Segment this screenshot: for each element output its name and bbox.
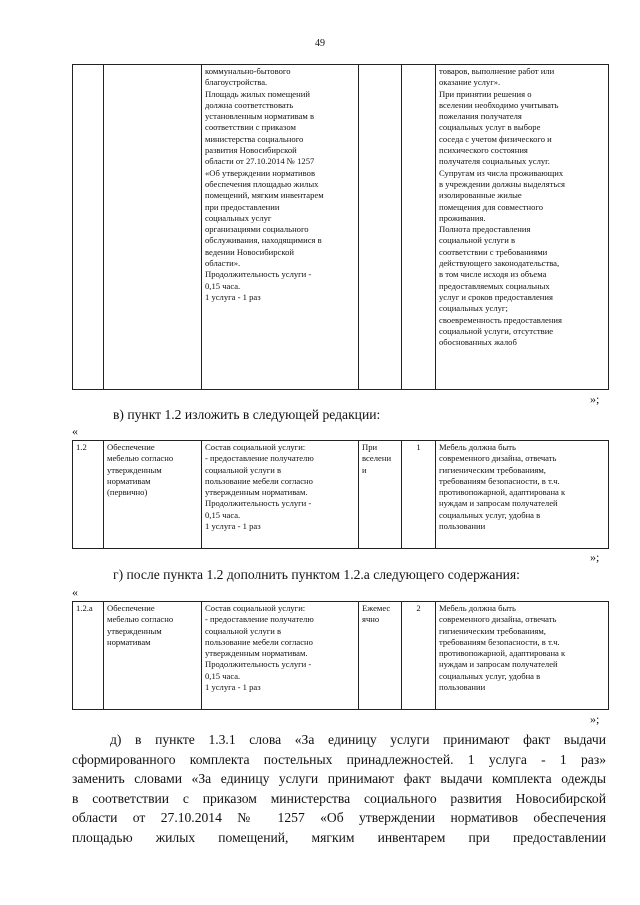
cell-num (73, 65, 104, 390)
cell-name (104, 441, 202, 549)
cell-line: требованиям безопасности, в т.ч. (439, 636, 560, 647)
cell-line: области». (205, 258, 241, 269)
cell-line: социальных услуг в выборе (439, 122, 541, 133)
paragraph-line: площадью жилых помещений, мягким инвентарем при предоставлении (72, 829, 606, 845)
cell-content (202, 441, 359, 549)
cell-line: при предоставлении (205, 201, 280, 212)
cell-line: Полнота предоставления (439, 224, 531, 235)
cell-line: пользование мебели согласно (205, 636, 313, 647)
cell-line: - предоставление получателю (205, 614, 314, 625)
cell-line: 0,15 часа. (205, 509, 241, 520)
paragraph-line: д) в пункте 1.3.1 слова «За единицу услуги принимают факт выдачи (110, 732, 606, 747)
cell-line: коммунально-бытового (205, 66, 291, 76)
cell-line: 1 услуга - 1 раз (205, 521, 261, 532)
cell-line: организациями социального (205, 224, 309, 235)
cell-line: социальных услуг (205, 212, 272, 223)
cell-line: гигиеническим требованиям, (439, 625, 546, 636)
cell-line: изолированные жилые (439, 190, 522, 201)
cell-line: 1 услуга - 1 раз (205, 682, 261, 693)
cell-line: Площадь жилых помещений (205, 88, 310, 99)
cell-qty (402, 65, 436, 390)
cell-line: обеспечения площадью жилых (205, 178, 319, 189)
cell-period (359, 65, 402, 390)
cell-line: Мебель должна быть (439, 603, 516, 613)
cell-line: утвержденным нормативам. (205, 648, 308, 659)
cell-line: установленным нормативам в (205, 111, 315, 122)
cell-quality (436, 441, 609, 549)
cell-line: Мебель должна быть (439, 442, 516, 452)
cell-name (104, 602, 202, 710)
closing-quote: »; (590, 712, 600, 726)
cell-line: и (362, 464, 367, 475)
cell-line: должна соответствовать (205, 99, 294, 110)
cell-line: предоставляемых социальных (439, 280, 550, 291)
opening-quote: « (72, 585, 78, 599)
cell-line: услуг и сроков предоставления (439, 291, 553, 302)
cell-line: благоустройства. (205, 77, 268, 88)
cell-line: Продолжительность услуги - (205, 269, 312, 280)
cell-qty: 2 (402, 602, 436, 710)
cell-line: нормативам (107, 636, 151, 647)
closing-quote: »; (590, 392, 600, 406)
cell-line: соответствии с приказом (205, 122, 296, 133)
cell-line: Состав социальной услуги: (205, 442, 306, 452)
cell-period (359, 441, 402, 549)
cell-line: вселении необходимо учитывать (439, 99, 559, 110)
cell-line: Состав социальной услуги: (205, 603, 306, 613)
cell-line: 0,15 часа. (205, 280, 241, 291)
cell-line: Обеспечение (107, 603, 155, 613)
cell-line: в том числе исходя из объема (439, 269, 547, 280)
cell-line: вселени (362, 453, 392, 464)
cell-line: соответствии с требованиями (439, 246, 548, 257)
paragraph-d (72, 730, 606, 847)
cell-line: действующего законодательства, (439, 258, 560, 269)
cell-line: мебелью согласно (107, 453, 174, 464)
cell-line: социальных услуг, удобна в (439, 509, 541, 520)
paragraph-line: области от 27.10.2014 № 1257 «Об утверждении нормативов обеспечения (72, 810, 606, 825)
cell-line: социальной услуги в (205, 625, 282, 636)
cell-line: социальных услуг; (439, 303, 508, 314)
cell-line: ведении Новосибирской (205, 246, 294, 257)
cell-line: нуждам и запросам получателей (439, 659, 558, 670)
cell-content (202, 602, 359, 710)
table-continuation (72, 64, 609, 390)
cell-line: нормативам (107, 475, 151, 486)
cell-line: нуждам и запросам получателей (439, 498, 558, 509)
cell-content (202, 65, 359, 390)
cell-name (104, 65, 202, 390)
cell-line: области от 27.10.2014 № 1257 (205, 156, 315, 167)
cell-line: своевременность предоставления (439, 314, 562, 325)
cell-line: пользовании (439, 682, 486, 693)
cell-line: пользование мебели согласно (205, 475, 313, 486)
cell-line: Ежемес (362, 603, 391, 613)
cell-line: помещений, мягким инвентарем (205, 190, 324, 201)
cell-line: Продолжительность услуги - (205, 659, 312, 670)
table-item-1-2-a (72, 601, 609, 710)
cell-line: психического состояния (439, 145, 528, 156)
cell-line: требованиям безопасности, в т.ч. (439, 475, 560, 486)
page-number: 49 (315, 38, 325, 49)
cell-line: пользовании (439, 521, 486, 532)
cell-line: Супругам из числа проживающих (439, 167, 564, 178)
cell-quality (436, 602, 609, 710)
cell-line: получателя социальных услуг. (439, 156, 550, 167)
paragraph-v: в) пункт 1.2 изложить в следующей редакции: (113, 407, 381, 422)
paragraph-line: в соответствии с приказом министерства социального развития Новосибирской (72, 790, 606, 806)
cell-line: - предоставление получателю (205, 453, 314, 464)
cell-line: утвержденным (107, 464, 162, 475)
cell-line: утвержденным нормативам. (205, 487, 308, 498)
cell-line: оказание услуг». (439, 77, 501, 88)
cell-period (359, 602, 402, 710)
cell-line: социальной услуги, отсутствие (439, 325, 554, 336)
cell-line: в учреждении должны выделяться (439, 178, 566, 189)
cell-line: При (362, 442, 378, 452)
cell-line: (первично) (107, 487, 148, 498)
cell-line: 1 услуга - 1 раз (205, 291, 261, 302)
cell-line: «Об утверждении нормативов (205, 167, 316, 178)
cell-line: товаров, выполнение работ или (439, 66, 555, 76)
cell-qty: 1 (402, 441, 436, 549)
cell-line: При принятии решения о (439, 88, 532, 99)
cell-line: Продолжительность услуги - (205, 498, 312, 509)
cell-line: противопожарной, адаптирована к (439, 487, 566, 498)
cell-line: противопожарной, адаптирована к (439, 648, 566, 659)
cell-line: обслуживания, находящимися в (205, 235, 322, 246)
cell-line: социальной услуги в (205, 464, 282, 475)
cell-line: министерства социального (205, 133, 304, 144)
cell-line: пожелания получателя (439, 111, 522, 122)
cell-line: помещения для совместного (439, 201, 544, 212)
cell-quality (436, 65, 609, 390)
paragraph-g: г) после пункта 1.2 дополнить пунктом 1.2.а следующего содержания: (113, 567, 520, 582)
cell-line: проживания. (439, 212, 486, 223)
cell-line: социальной услуги в (439, 235, 516, 246)
cell-line: социальных услуг, удобна в (439, 670, 541, 681)
cell-line: развития Новосибирской (205, 145, 297, 156)
paragraph-line: заменить словами «За единицу услуги принимают факт выдачи комплекта одежды (72, 771, 606, 786)
cell-line: 0,15 часа. (205, 670, 241, 681)
cell-line: ячно (362, 614, 380, 625)
cell-num: 1.2 (73, 441, 104, 549)
opening-quote: « (72, 424, 78, 438)
cell-num: 1.2.а (73, 602, 104, 710)
cell-line: Обеспечение (107, 442, 155, 452)
cell-line: современного дизайна, отвечать (439, 614, 557, 625)
closing-quote: »; (590, 550, 600, 564)
cell-line: соседа с учетом физического и (439, 133, 552, 144)
table-item-1-2 (72, 440, 609, 549)
cell-line: современного дизайна, отвечать (439, 453, 557, 464)
paragraph-line: сформированного комплекта постельных принадлежностей. 1 услуга - 1 раз» (72, 751, 606, 767)
cell-line: утвержденным (107, 625, 162, 636)
cell-line: обоснованных жалоб (439, 337, 517, 348)
cell-line: мебелью согласно (107, 614, 174, 625)
cell-line: гигиеническим требованиям, (439, 464, 546, 475)
